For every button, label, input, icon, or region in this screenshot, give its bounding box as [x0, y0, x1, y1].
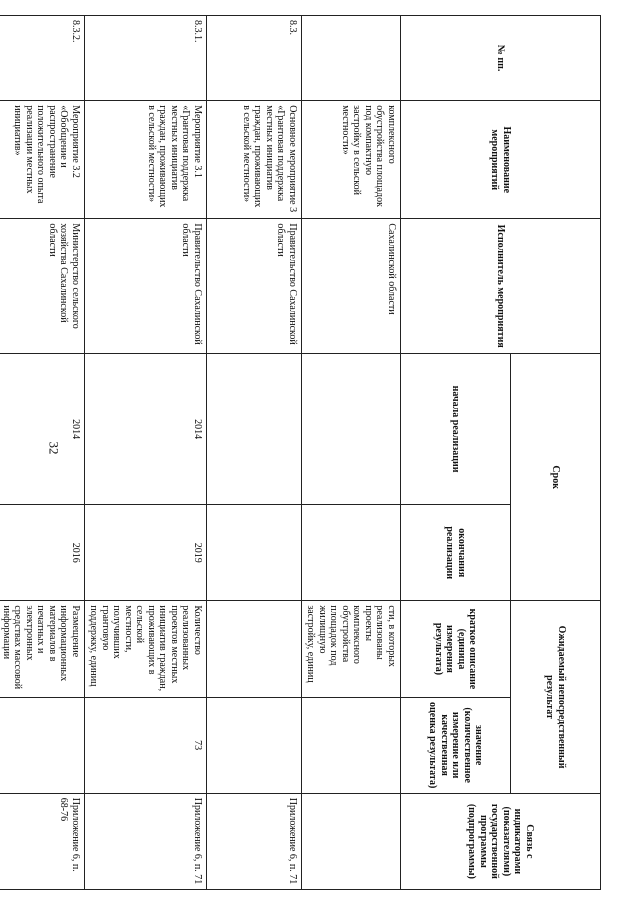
table-row — [207, 16, 302, 890]
header-term-end: окончания реализации — [401, 505, 511, 601]
rotated-table-container — [1, 15, 601, 890]
cell-link: Приложение 6, п. 71 — [85, 793, 207, 889]
cell-executor: Правительство Сахалинской области — [85, 219, 207, 354]
cell-link — [302, 793, 401, 889]
cell-desc: Количество реализованных проектов местных инициатив граждан, проживающих в сельской местности, получивших грантовую поддержку, единиц — [85, 601, 207, 697]
cell-executor: Сахалинской области — [302, 219, 401, 354]
header-expected-value: значение (количественное измерение или качественная оценка результата) — [401, 697, 511, 793]
header-expected-desc: краткое описание (единица измерения результата) — [401, 601, 511, 697]
cell-end — [207, 505, 302, 601]
cell-link: Приложение 6, п. 68-76 — [0, 793, 85, 889]
cell-num: 8.3. — [207, 16, 302, 101]
header-row-1 — [511, 16, 601, 890]
cell-executor: Министерство сельского хозяйства Сахалинской области — [0, 219, 85, 354]
cell-end: 2019 — [85, 505, 207, 601]
cell-start — [207, 354, 302, 505]
header-link: Связь с индикаторами (показателями) государственной программы (подпрограммы) — [401, 793, 601, 889]
cell-value: 73 — [85, 697, 207, 793]
cell-value — [0, 697, 85, 793]
cell-start — [302, 354, 401, 505]
cell-desc — [207, 601, 302, 697]
cell-link: Приложение 6, п. 71 — [207, 793, 302, 889]
header-name: Наименование мероприятий — [401, 101, 601, 219]
cell-name: Мероприятие 3.1 «Грантовая поддержка местных инициатив граждан, проживающих в сельской местности» — [85, 101, 207, 219]
header-term: Срок — [511, 354, 601, 601]
measures-table — [0, 15, 601, 890]
cell-start: 2014 — [0, 354, 85, 505]
cell-desc: сти, в которых реализованы проекты комплексного обустройства площадок под жилищную застройку, единиц — [302, 601, 401, 697]
header-num: № пп. — [401, 16, 601, 101]
header-expected: Ожидаемый непосредственный результат — [511, 601, 601, 793]
cell-num: 8.3.2. — [0, 16, 85, 101]
table-row — [0, 16, 85, 890]
cell-start: 2014 — [85, 354, 207, 505]
cell-name: Мероприятие 3.2 «Обобщение и распространение положительного опыта реализации местных инициатив» — [0, 101, 85, 219]
cell-desc: Размещение информационных материалов в печатных и электронных средствах массовой информации — [0, 601, 85, 697]
page-number: 32 — [46, 441, 62, 455]
cell-executor: Правительство Сахалинской области — [207, 219, 302, 354]
cell-value — [302, 697, 401, 793]
cell-num — [302, 16, 401, 101]
cell-end — [302, 505, 401, 601]
cell-end: 2016 — [0, 505, 85, 601]
cell-name: комплексного обустройства площадок под компактную застройку в сельской местности» — [302, 101, 401, 219]
header-term-start: начала реализации — [401, 354, 511, 505]
table-row — [302, 16, 401, 890]
table-row — [85, 16, 207, 890]
cell-name: Основное мероприятие 3 «Грантовая поддержка местных инициатив граждан, проживающих в сельской местности» — [207, 101, 302, 219]
cell-value — [207, 697, 302, 793]
cell-num: 8.3.1. — [85, 16, 207, 101]
header-executor: Исполнитель мероприятия — [401, 219, 601, 354]
